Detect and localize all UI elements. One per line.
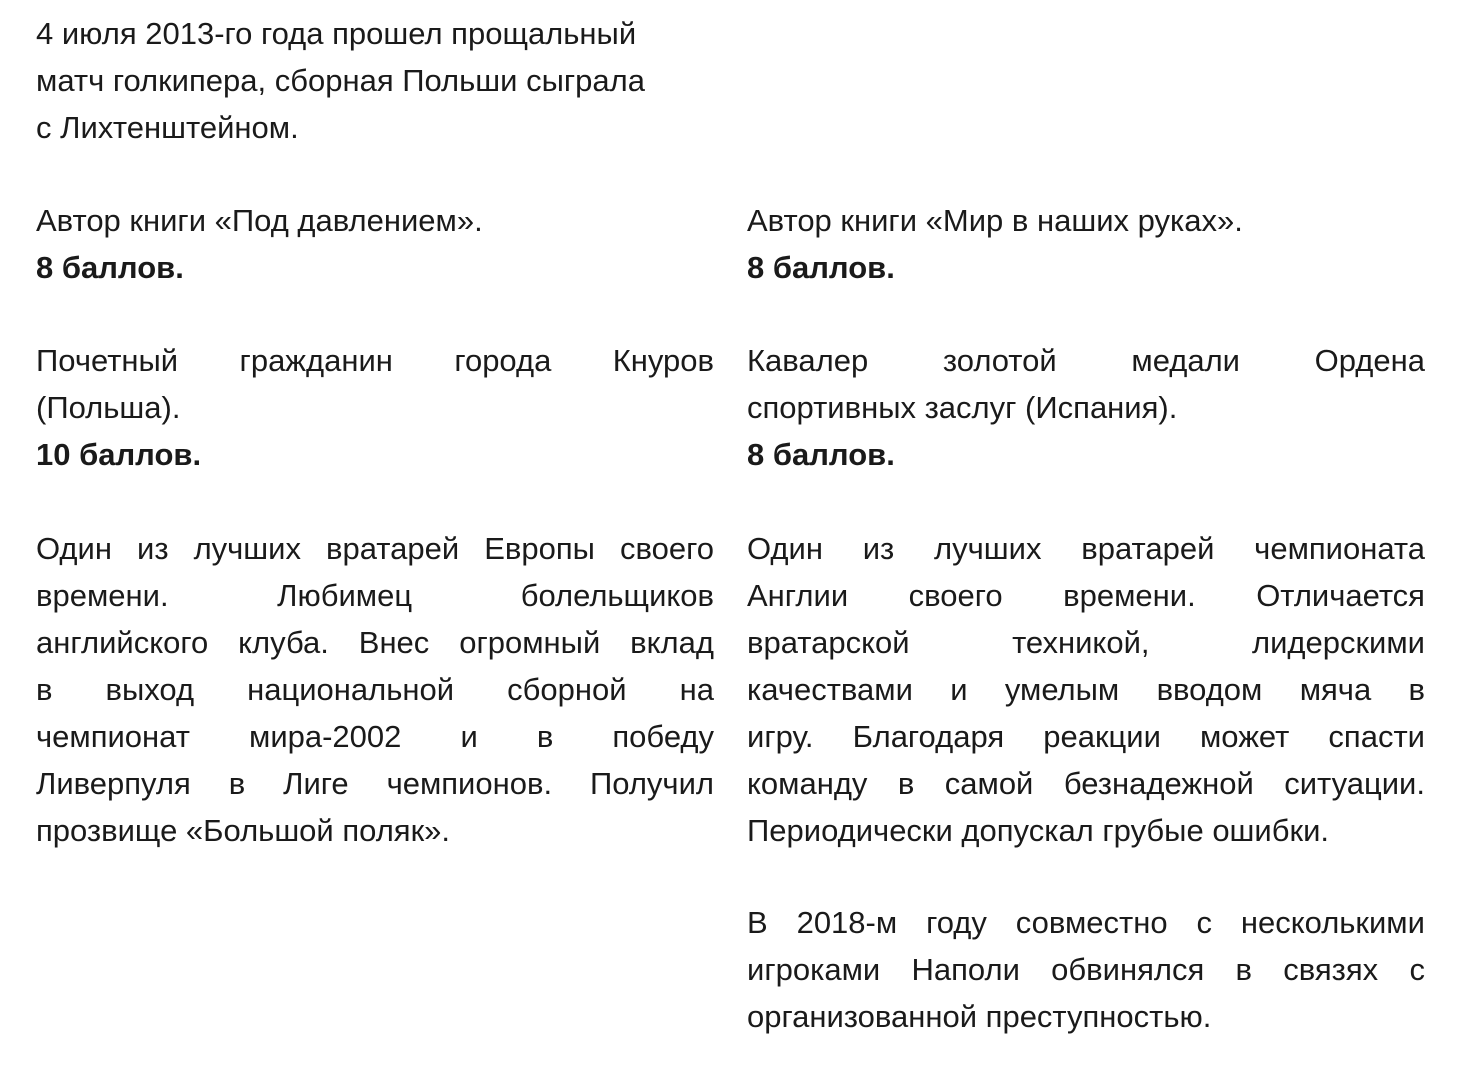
word: Отличается (1256, 578, 1425, 613)
left-description-line (36, 760, 714, 807)
word: игроками (747, 952, 881, 987)
word: времени. (36, 578, 169, 613)
word: в (897, 766, 915, 801)
word: самой (944, 766, 1034, 801)
left-description-last-line: прозвище «Большой поляк». (36, 813, 450, 848)
word: Получил (590, 766, 714, 801)
word: мира-2002 (249, 719, 402, 754)
word: игру. (747, 719, 814, 754)
word: вводом (1156, 672, 1263, 707)
word: вклад (630, 625, 714, 660)
left-intro-line: с Лихтенштейном. (36, 110, 299, 145)
word: победу (612, 719, 714, 754)
right-book-paragraph (747, 197, 1425, 291)
word: золотой (942, 343, 1057, 378)
word: Кнуров (612, 343, 714, 378)
word: реакции (1043, 719, 1161, 754)
right-description-line (747, 760, 1425, 807)
word: огромный (459, 625, 601, 660)
word: спасти (1328, 719, 1425, 754)
right-honor-line1 (747, 337, 1425, 384)
left-description-line (36, 666, 714, 713)
word: в (1235, 952, 1252, 987)
left-honor-paragraph (36, 337, 714, 478)
left-honor-line2: (Польша). (36, 390, 181, 425)
word: из (862, 531, 895, 566)
right-honor-line2: спортивных заслуг (Испания). (747, 390, 1178, 425)
word: Один (747, 531, 823, 566)
word: клуба. (238, 625, 329, 660)
word: ситуации. (1284, 766, 1425, 801)
word: Ливерпуля (36, 766, 191, 801)
word: умелым (1004, 672, 1120, 707)
word: с (1196, 905, 1212, 940)
word: совместно (1015, 905, 1168, 940)
word: в (536, 719, 554, 754)
word: и (460, 719, 478, 754)
word: Почетный (36, 343, 179, 378)
word: Благодаря (852, 719, 1005, 754)
right-scandal-last-line: организованной преступностью. (747, 999, 1212, 1034)
word: Ордена (1314, 343, 1425, 378)
word: болельщиков (520, 578, 714, 613)
right-description-line (747, 572, 1425, 619)
word: лучших (934, 531, 1042, 566)
left-intro-line: 4 июля 2013-го года прошел прощальный (36, 16, 637, 51)
left-book-paragraph (36, 197, 714, 291)
word: году (926, 905, 987, 940)
left-honor-line1 (36, 337, 714, 384)
left-honor-points: 10 баллов. (36, 437, 202, 472)
word: английского (36, 625, 209, 660)
left-intro-paragraph (36, 10, 714, 151)
word: своего (908, 578, 1003, 613)
right-description-line (747, 713, 1425, 760)
word: несколькими (1240, 905, 1425, 940)
word: качествами (747, 672, 913, 707)
word: техникой, (1012, 625, 1150, 660)
word: лучших (193, 531, 301, 566)
word: мяча (1299, 672, 1372, 707)
word: 2018-м (796, 905, 898, 940)
right-scandal-line (747, 946, 1425, 993)
word: чемпионат (36, 719, 190, 754)
right-description-paragraph (747, 525, 1425, 854)
word: и (950, 672, 968, 707)
word: безнадежной (1063, 766, 1254, 801)
left-description-line (36, 713, 714, 760)
word: Кавалер (747, 343, 869, 378)
word: выход (105, 672, 195, 707)
word: чемпионов. (386, 766, 553, 801)
word: Европы (484, 531, 595, 566)
word: обвинялся (1051, 952, 1205, 987)
word: лидерскими (1252, 625, 1425, 660)
word: Внес (358, 625, 430, 660)
word: может (1199, 719, 1290, 754)
word: вратарской (747, 625, 910, 660)
word: Лиге (283, 766, 349, 801)
word: связях (1283, 952, 1379, 987)
word: медали (1131, 343, 1240, 378)
left-description-line (36, 572, 714, 619)
right-description-line (747, 525, 1425, 572)
left-description-paragraph (36, 525, 714, 854)
word: национальной (247, 672, 455, 707)
word: команду (747, 766, 868, 801)
word: вратарей (1081, 531, 1215, 566)
word: Один (36, 531, 112, 566)
left-intro-line: матч голкипера, сборная Польши сыграла (36, 63, 645, 98)
right-description-line (747, 619, 1425, 666)
word: вратарей (326, 531, 460, 566)
word: времени. (1063, 578, 1196, 613)
right-scandal-line (747, 899, 1425, 946)
left-book-points: 8 баллов. (36, 250, 184, 285)
left-description-line (36, 619, 714, 666)
word: в (36, 672, 53, 707)
left-description-line (36, 525, 714, 572)
word: в (1408, 672, 1425, 707)
right-book-text: Автор книги «Мир в наших руках». (747, 203, 1243, 238)
word: с (1409, 952, 1425, 987)
right-honor-points: 8 баллов. (747, 437, 895, 472)
word: города (454, 343, 552, 378)
right-honor-paragraph (747, 337, 1425, 478)
word: сборной (507, 672, 627, 707)
right-book-points: 8 баллов. (747, 250, 895, 285)
word: своего (619, 531, 714, 566)
word: из (137, 531, 169, 566)
word: Любимец (277, 578, 413, 613)
left-book-text: Автор книги «Под давлением». (36, 203, 483, 238)
word: на (679, 672, 714, 707)
word: гражданин (239, 343, 393, 378)
right-description-line (747, 666, 1425, 713)
right-description-last-line: Периодически допускал грубые ошибки. (747, 813, 1329, 848)
word: в (228, 766, 246, 801)
word: Наполи (911, 952, 1020, 987)
word: чемпионата (1254, 531, 1425, 566)
right-scandal-paragraph (747, 899, 1425, 1040)
word: В (747, 905, 768, 940)
word: Англии (747, 578, 849, 613)
